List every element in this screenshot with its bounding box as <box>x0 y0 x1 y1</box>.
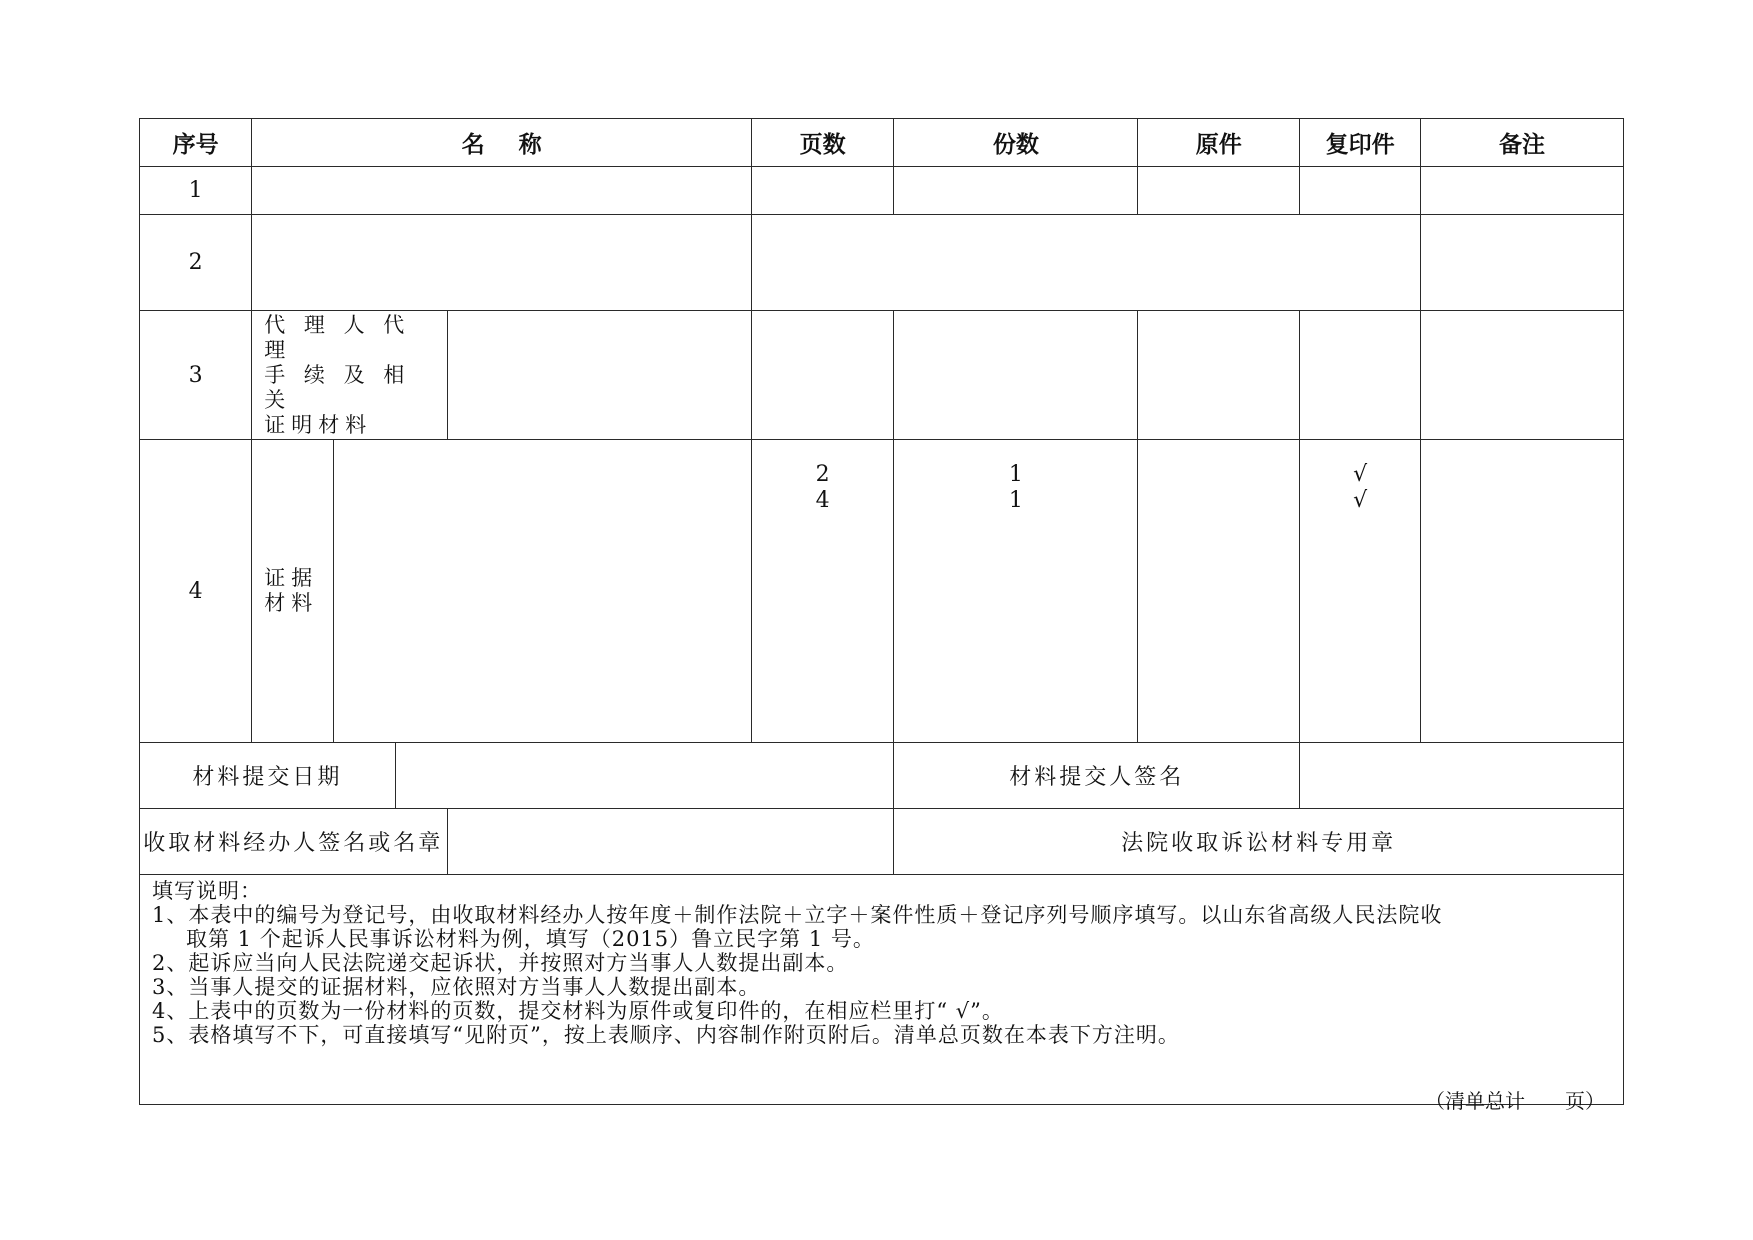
materials-list-table <box>139 118 1624 1105</box>
pages-cell[interactable] <box>751 440 893 743</box>
copies-value: 1 <box>1008 488 1023 513</box>
table-row <box>140 440 1624 743</box>
table-row <box>140 215 1624 311</box>
header-remarks: 备注 <box>1421 119 1624 167</box>
table-row <box>140 167 1624 215</box>
header-original: 原件 <box>1138 119 1300 167</box>
pages-value: 2 <box>815 462 830 487</box>
remarks-cell[interactable] <box>1421 215 1624 311</box>
copies-cell[interactable] <box>894 167 1138 215</box>
check-mark-icon: √ <box>1353 488 1368 513</box>
merged-detail-cell[interactable] <box>751 215 1420 311</box>
note-item: 2、起诉应当向人民法院递交起诉状，并按照对方当事人人数提出副本。 <box>152 951 849 975</box>
label-line: 证明材料 <box>264 412 373 437</box>
table-row <box>140 311 1624 440</box>
label-line: 手 续 及 相 关 <box>264 362 411 412</box>
evidence-label <box>252 440 334 743</box>
notes-row <box>140 875 1624 1105</box>
pages-value: 4 <box>815 488 830 513</box>
name-cell[interactable] <box>252 215 752 311</box>
submitter-sign-field[interactable] <box>1300 743 1624 809</box>
header-copies: 份数 <box>894 119 1138 167</box>
submission-row <box>140 743 1624 809</box>
name-cell[interactable] <box>447 311 751 440</box>
instructions <box>140 875 1624 1105</box>
header-seq: 序号 <box>140 119 252 167</box>
header-name: 名称 <box>252 119 752 167</box>
copies-cell[interactable] <box>894 440 1138 743</box>
label-line: 证据 <box>264 566 319 590</box>
check-mark-icon: √ <box>1353 462 1368 487</box>
row-seq: 2 <box>140 215 252 311</box>
submit-date-label: 材料提交日期 <box>140 743 396 809</box>
court-seal-label: 法院收取诉讼材料专用章 <box>894 809 1624 875</box>
note-item: 3、当事人提交的证据材料，应依照对方当事人人数提出副本。 <box>152 975 761 999</box>
copies-value: 1 <box>1008 462 1023 487</box>
note-item: 4、上表中的页数为一份材料的页数，提交材料为原件或复印件的，在相应栏里打“ √”。 <box>152 999 1004 1023</box>
remarks-cell[interactable] <box>1421 167 1624 215</box>
receipt-row <box>140 809 1624 875</box>
agent-documents-label <box>252 311 447 440</box>
photocopy-cell[interactable] <box>1300 311 1421 440</box>
label-line: 材料 <box>264 591 319 615</box>
row-seq: 3 <box>140 311 252 440</box>
handler-sign-label: 收取材料经办人签名或名章 <box>140 809 448 875</box>
header-photocopy: 复印件 <box>1300 119 1421 167</box>
note-item: 取第 1 个起诉人民事诉讼材料为例，填写（2015）鲁立民字第 1 号。 <box>186 927 875 951</box>
notes-title: 填写说明： <box>152 879 262 903</box>
submit-date-field[interactable] <box>395 743 894 809</box>
original-cell[interactable] <box>1138 311 1300 440</box>
table-header-row <box>140 119 1624 167</box>
note-item: 1、本表中的编号为登记号，由收取材料经办人按年度＋制作法院＋立字＋案件性质＋登记序列号顺序填写。以山东省高级人民法院收 <box>152 903 1443 927</box>
photocopy-cell[interactable] <box>1300 440 1421 743</box>
pages-cell[interactable] <box>751 167 893 215</box>
remarks-cell[interactable] <box>1421 311 1624 440</box>
note-item: 5、表格填写不下，可直接填写“见附页”，按上表顺序、内容制作附页附后。清单总页数在本表下方注明。 <box>152 1023 1180 1047</box>
header-pages: 页数 <box>751 119 893 167</box>
name-cell[interactable] <box>334 440 752 743</box>
row-seq: 1 <box>140 167 252 215</box>
total-pages-note: （清单总计 页） <box>1425 1089 1605 1113</box>
name-cell[interactable] <box>252 167 752 215</box>
photocopy-cell[interactable] <box>1300 167 1421 215</box>
copies-cell[interactable] <box>894 311 1138 440</box>
row-seq: 4 <box>140 440 252 743</box>
original-cell[interactable] <box>1138 167 1300 215</box>
submitter-sign-label: 材料提交人签名 <box>894 743 1300 809</box>
pages-cell[interactable] <box>751 311 893 440</box>
label-line: 代 理 人 代 理 <box>264 312 411 362</box>
handler-sign-field[interactable] <box>447 809 894 875</box>
remarks-cell[interactable] <box>1421 440 1624 743</box>
original-cell[interactable] <box>1138 440 1300 743</box>
